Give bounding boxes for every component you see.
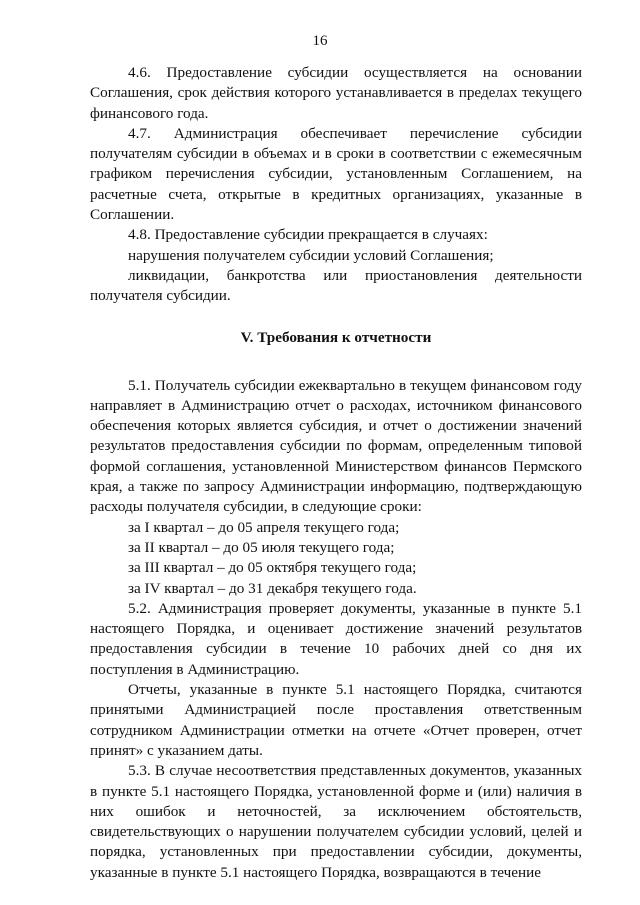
paragraph-4-8-case-1: нарушения получателем субсидии условий Соглашения; [128,246,494,264]
paragraph-4-7: 4.7. Администрация обеспечивает перечисление субсидии получателям субсидии в объемах и в сроки в соответствии с ежемесячным графиком перечисления субсидии, установленным Соглашением, на расчетные счета, открытые в кредитных организациях, указанные в Соглашении. [90,124,582,224]
paragraph-5-1: 5.1. Получатель субсидии ежеквартально в текущем финансовом году направляет в Администрацию отчет о расходах, источником финансового обеспечения которых является субсидия, и отчет о достижении значений результатов предоставления субсидии по формам, определенным типовой формой соглашения, установленной Министерством финансов Пермского края, а также по запросу Администрации информацию, подтверждающую расходы получателя субсидии, в следующие сроки: [90,376,582,516]
deadline-q4: за IV квартал – до 31 декабря текущего года. [128,579,417,597]
deadline-q2: за II квартал – до 05 июля текущего года; [128,538,395,556]
paragraph-5-3: 5.3. В случае несоответствия представленных документов, указанных в пункте 5.1 настоящего Порядка, установленной форме и (или) наличия в них ошибок и неточностей, за исключением обстоятельств, свидетельствующих о нарушении получателем субсидии условий, целей и порядка, установленных при предоставлении субсидии, документы, указанные в пункте 5.1 настоящего Порядка, возвращаются в течение [90,762,582,881]
paragraph-4-6: 4.6. Предоставление субсидии осуществляется на основании Соглашения, срок действия которого устанавливается в пределах текущего финансового года. [90,64,582,122]
document-body [90,63,582,883]
page-number: 16 [312,33,328,49]
paragraph-4-8-case-2: ликвидации, банкротства или приостановления деятельности получателя субсидии. [90,266,582,305]
deadline-q3: за III квартал – до 05 октября текущего года; [128,559,417,577]
section-heading: V. Требования к отчетности [240,328,432,346]
paragraph-4-8: 4.8. Предоставление субсидии прекращается в случаях: [128,226,488,244]
paragraph-5-2: 5.2. Администрация проверяет документы, указанные в пункте 5.1 настоящего Порядка, и оценивает достижение значений результатов предоставления субсидии в течение 10 рабочих дней со дня их поступления в Администрацию. [90,599,582,678]
deadline-q1: за I квартал – до 05 апреля текущего года; [128,518,400,536]
paragraph-reports-accepted: Отчеты, указанные в пункте 5.1 настоящего Порядка, считаются принятыми Администрацией после проставления ответственным сотрудником Администрации отметки на отчете «Отчет проверен, отчет принят» с указанием даты. [90,681,582,759]
